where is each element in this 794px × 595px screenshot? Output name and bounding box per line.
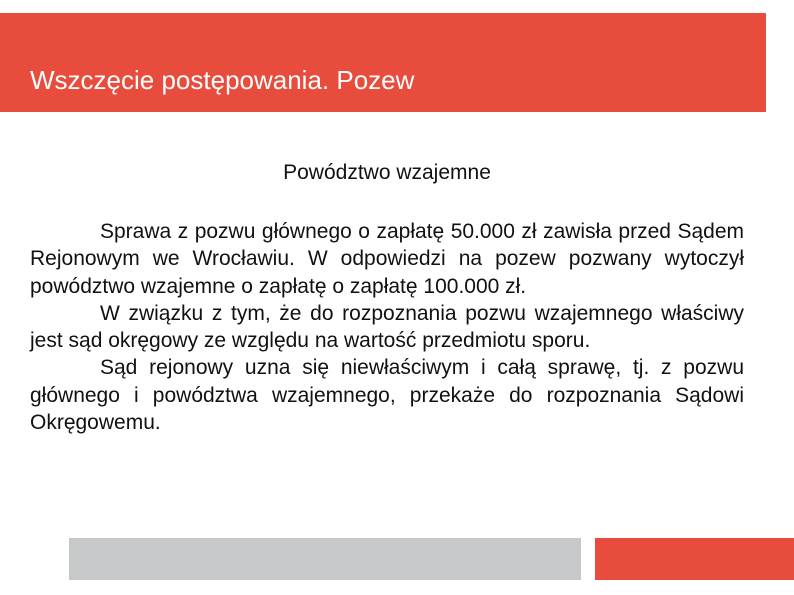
title-bar bbox=[0, 13, 766, 112]
body-text bbox=[30, 218, 744, 436]
footer-gray-bar bbox=[69, 538, 581, 580]
paragraph: W związku z tym, że do rozpoznania pozwu wzajemnego właściwy jest sąd okręgowy ze względu na wartość przedmiotu sporu. bbox=[30, 301, 744, 353]
slide-title: Wszczęcie postępowania. Pozew bbox=[30, 65, 415, 95]
paragraph: Sąd rejonowy uzna się niewłaściwym i całą sprawę, tj. z pozwu głównego i powództwa wzajemnego, przekaże do rozpoznania Sądowi Okręgowemu. bbox=[30, 356, 744, 435]
paragraph: Sprawa z pozwu głównego o zapłatę 50.000 zł zawisła przed Sądem Rejonowym we Wrocławiu. W odpowiedzi na pozew pozwany wytoczył powództwo wzajemne o zapłatę o zapłatę 100.000 zł. bbox=[30, 220, 744, 298]
footer-red-bar bbox=[595, 538, 794, 580]
slide-subheading: Powództwo wzajemne bbox=[283, 161, 491, 184]
